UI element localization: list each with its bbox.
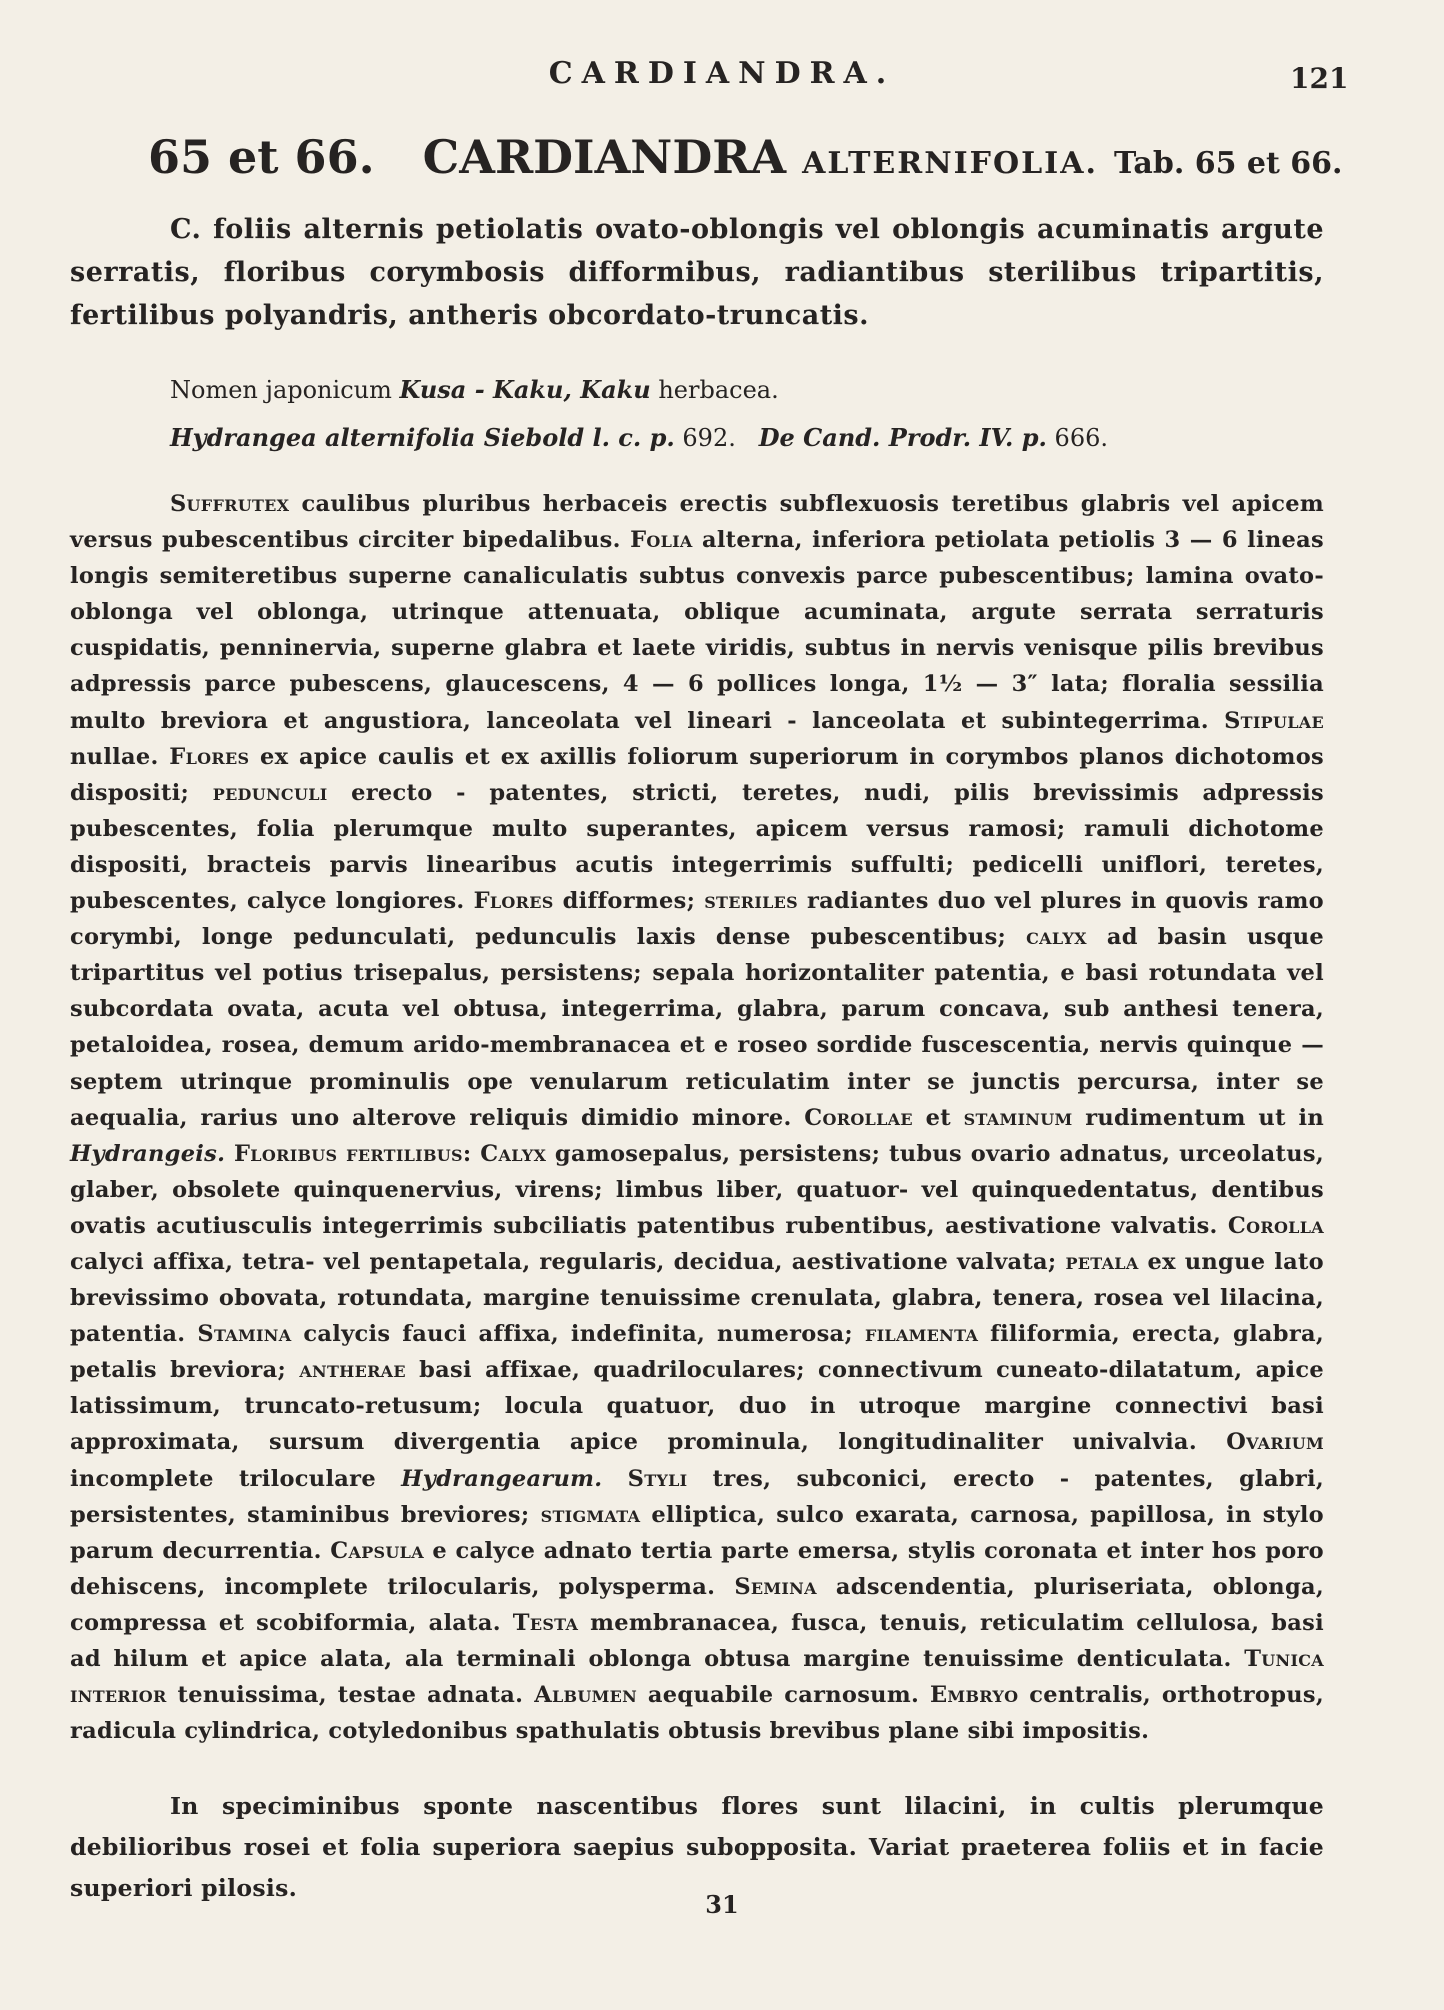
title-number: 65 et 66. bbox=[148, 130, 375, 184]
description-text: centralis, orthotropus, radicula cylindrica, cotyledonibus spathulatis obtusis brevibus plane sibi impositis. bbox=[70, 1682, 1324, 1745]
description-term: Albumen bbox=[534, 1682, 638, 1709]
description-term: Tunica interior bbox=[70, 1646, 1324, 1709]
description-term: Folia bbox=[630, 527, 693, 554]
description-term: Capsula bbox=[330, 1537, 424, 1564]
description-term: Semina bbox=[734, 1573, 817, 1600]
japanese-names: Kusa - Kaku, Kaku bbox=[399, 375, 651, 404]
description-text: ex apice caulis et ex axillis foliorum superiorum in corymbos planos dichotomos dispositi; bbox=[70, 743, 1324, 806]
description-text: aequabile carnosum. bbox=[637, 1682, 930, 1709]
description-text: difformes; bbox=[553, 888, 705, 915]
description-text: et bbox=[912, 1104, 964, 1131]
synonym-page-decandolle: 666. bbox=[1054, 424, 1108, 452]
description-text: membranacea, fusca, tenuis, reticulatim cellulosa, basi ad hilum et apice alata, ala terminali oblonga obtusa margine tenuissime denticulata. bbox=[70, 1609, 1324, 1672]
description-text: radiantes duo vel plures in quovis ramo corymbi, longe pedunculati, pedunculis laxis dense pubescentibus; bbox=[70, 888, 1324, 951]
description-text: tres, subconici, erecto - patentes, glabri, persistentes, staminibus breviores; bbox=[70, 1465, 1324, 1528]
description-text: ex ungue lato brevissimo obovata, rotundata, margine tenuissime crenulata, glabra, tenera, rosea vel lilacina, patentia. bbox=[70, 1248, 1324, 1348]
description-text: basi affixae, quadriloculares; connectivum cuneato-dilatatum, apice latissimum, truncato-retusum; locula quatuor, duo in utroque margine connectivi basi approximata, sursum divergentia apice prominula, longitudinaliter univalvia. bbox=[70, 1357, 1324, 1456]
description-term: Embryo bbox=[929, 1682, 1019, 1709]
description-text: rudimentum ut in bbox=[1072, 1104, 1324, 1131]
description-term: Ovarium bbox=[1226, 1429, 1324, 1456]
description-term: steriles bbox=[704, 888, 799, 915]
description-term: Flores bbox=[169, 743, 250, 770]
title-species: ALTERNIFOLIA. bbox=[802, 146, 1098, 181]
description-text: calycis fauci affixa, indefinita, numerosa; bbox=[291, 1321, 865, 1348]
description-text: elliptica, sulco exarata, carnosa, papillosa, in stylo parum decurrentia. bbox=[70, 1501, 1324, 1564]
description-italic: Hydrangeis. bbox=[70, 1140, 226, 1167]
running-head: CARDIANDRA. bbox=[548, 56, 896, 91]
description-text bbox=[225, 1141, 234, 1167]
description-term: calyx bbox=[1026, 924, 1087, 951]
description-term: Styli bbox=[627, 1465, 688, 1492]
description-term: stigmata bbox=[540, 1501, 641, 1528]
title-genus: CARDIANDRA bbox=[422, 130, 787, 184]
morphological-description bbox=[70, 486, 1324, 1749]
description-term: filamenta bbox=[864, 1321, 979, 1348]
description-term: Floribus fertilibus: bbox=[234, 1140, 472, 1167]
description-text: e calyce adnato tertia parte emersa, stylis coronata et inter hos poro dehiscens, incomplete trilocularis, polysperma. bbox=[70, 1537, 1324, 1600]
description-text: erecto - patentes, stricti, teretes, nudi, pilis brevissimis adpressis pubescentes, folia plerumque multo superantes, apicem versus ramosi; ramuli dichotome dispositi, bracteis parvis linearibus acutis integerrimis suffulti; pedicelli uniflori, teretes, pubescentes, calyce longiores. bbox=[70, 779, 1324, 915]
description-term: Suffrutex bbox=[170, 491, 290, 517]
description-term: Stipulae bbox=[1224, 707, 1324, 734]
description-text: gamosepalus, persistens; tubus ovario adnatus, urceolatus, glaber, obsolete quinquenervius, virens; limbus liber, quatuor- vel quinquedentatus, dentibus ovatis acutiusculis integerrimis subciliatis patentibus rubentibus, aestivatione valvatis. bbox=[70, 1140, 1324, 1239]
description-term: Testa bbox=[512, 1609, 579, 1636]
description-term: pedunculi bbox=[212, 779, 328, 806]
synonym-page-siebold: 692. bbox=[682, 424, 736, 452]
description-text bbox=[602, 1466, 627, 1492]
description-italic: Hydrangearum. bbox=[401, 1465, 603, 1492]
diagnosis: C. foliis alternis petiolatis ovato-oblongis vel oblongis acuminatis argute serratis, floribus corymbosis difformibus, radiantibus sterilibus tripartitis, fertilibus polyandris, antheris obcordato-truncatis. bbox=[70, 214, 1324, 331]
description-term: antherae bbox=[299, 1357, 406, 1384]
description-text: incomplete triloculare bbox=[70, 1465, 402, 1492]
description-term: Stamina bbox=[197, 1321, 292, 1348]
description-term: Corollae bbox=[804, 1104, 913, 1131]
japanese-name-label: Nomen japonicum bbox=[170, 376, 392, 404]
japanese-name-suffix: herbacea. bbox=[658, 376, 779, 404]
description-text: calyci affixa, tetra- vel pentapetala, regularis, decidua, aestivatione valvata; bbox=[70, 1248, 1066, 1275]
habitat-note: In speciminibus sponte nascentibus flores sunt lilacini, in cultis plerumque debilioribus rosei et folia superiora saepius subopposita. Variat praeterea foliis et in facie superiori pilosis. bbox=[70, 1792, 1324, 1902]
page-number: 121 bbox=[1290, 62, 1349, 95]
printer-signature: 31 bbox=[705, 1890, 739, 1919]
description-text: ad basin usque tripartitus vel potius trisepalus, persistens; sepala horizontaliter patentia, e basi rotundata vel subcordata ovata, acuta vel obtusa, integerrima, glabra, parum concava, sub anthesi tenera, petaloidea, rosea, demum arido-membranacea et e roseo sordide fuscescentia, nervis quinque — septem utrinque prominulis ope venularum reticulatim inter se junctis percursa, inter se aequalia, rarius uno alterove reliquis dimidio minore. bbox=[70, 924, 1324, 1131]
description-text: adscendentia, pluriseriata, oblonga, compressa et scobiformia, alata. bbox=[70, 1573, 1324, 1636]
description-term: Corolla bbox=[1227, 1212, 1324, 1239]
description-text: caulibus pluribus herbaceis erectis subflexuosis teretibus glabris vel apicem versus pubescentibus circiter bipedalibus. bbox=[70, 491, 1324, 554]
description-term: petala bbox=[1065, 1248, 1139, 1275]
synonym-ref-decandolle: De Cand. Prodr. IV. p. bbox=[758, 423, 1047, 452]
description-text: tenuissima, testae adnata. bbox=[166, 1682, 535, 1709]
synonym-ref-siebold: Hydrangea alternifolia Siebold l. c. p. bbox=[170, 423, 675, 452]
synonyms bbox=[170, 366, 1320, 462]
japanese-name-line bbox=[170, 366, 1320, 414]
synonym-line bbox=[170, 414, 1320, 462]
description-text bbox=[472, 1141, 481, 1167]
plate-reference: Tab. 65 et 66. bbox=[1113, 146, 1343, 181]
species-title bbox=[148, 130, 1343, 184]
description-term: Flores bbox=[473, 888, 554, 915]
description-term: Calyx bbox=[480, 1140, 547, 1167]
description-text: alterna, inferiora petiolata petiolis 3 — 6 lineas longis semiteretibus superne canaliculatis subtus convexis parce pubescentibus; lamina ovato-oblonga vel oblonga, utrinque attenuata, oblique acuminata, argute serrata serraturis cuspidatis, penninervia, superne glabra et laete viridis, subtus in nervis venisque pilis brevibus adpressis parce pubescens, glaucescens, 4 — 6 pollices longa, 1½ — 3″ lata; floralia sessilia multo breviora et angustiora, lanceolata vel lineari - lanceolata et subintegerrima. bbox=[70, 527, 1324, 734]
description-text: nullae. bbox=[70, 743, 170, 770]
description-term: staminum bbox=[963, 1104, 1073, 1131]
description-text: filiformia, erecta, glabra, petalis breviora; bbox=[70, 1321, 1324, 1384]
